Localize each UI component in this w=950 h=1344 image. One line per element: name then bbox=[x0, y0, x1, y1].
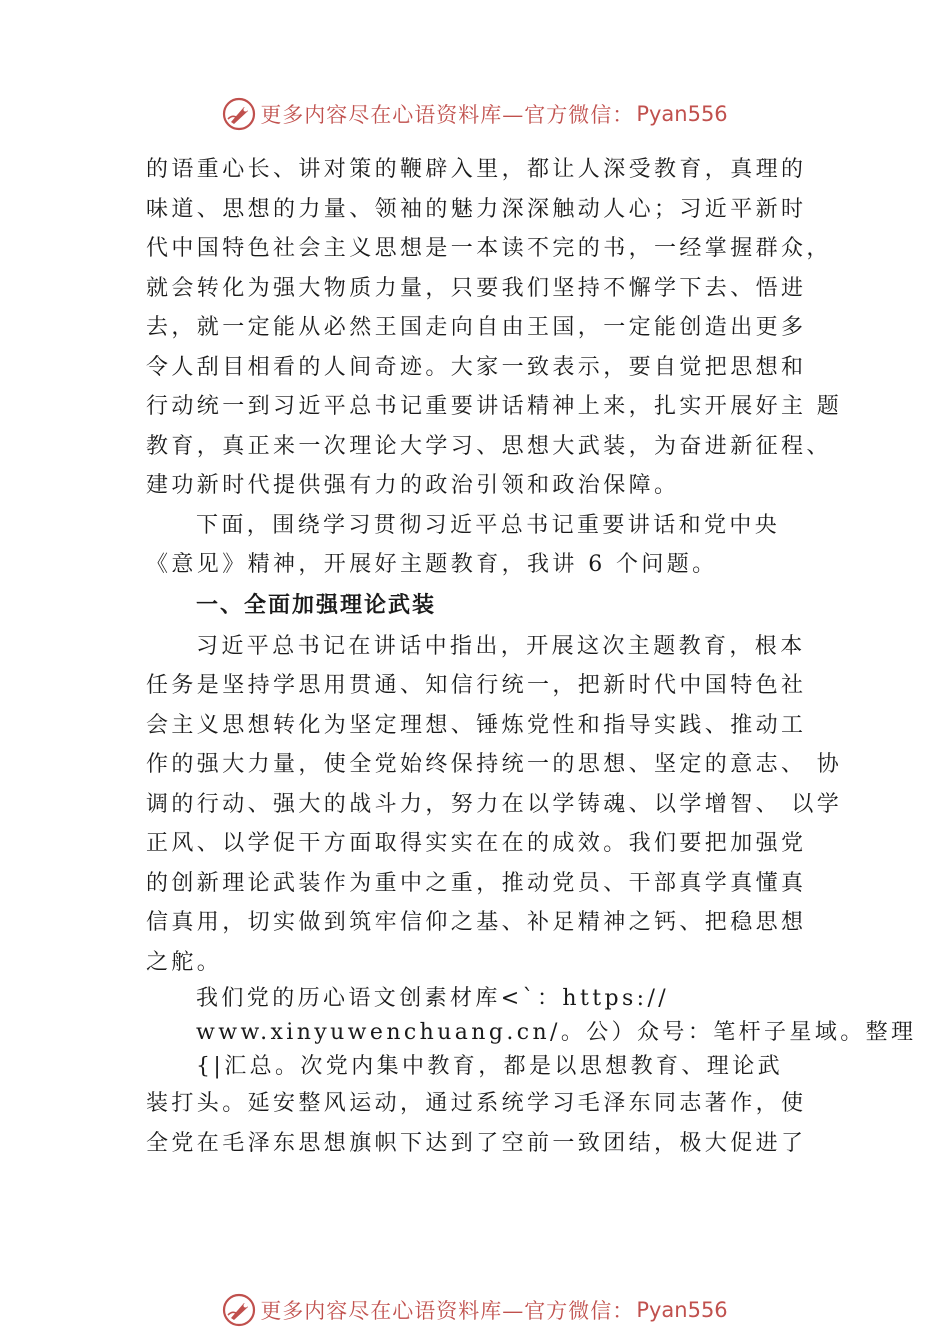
paragraph-2 bbox=[146, 506, 846, 585]
paragraph-1 bbox=[146, 150, 846, 506]
text-line: www.xinyuwenchuang.cn/。公）众号：笔杆子星域。整理 bbox=[196, 1020, 917, 1045]
text-line: 我们党的历心语文创素材库<`：https:// bbox=[196, 986, 670, 1011]
banner-text: 更多内容尽在心语资料库—官方微信： bbox=[260, 1299, 635, 1323]
text-line: 教育，真正来一次理论大学习、思想大武装，为奋进新征程、 bbox=[146, 433, 832, 459]
document-body bbox=[146, 150, 917, 1163]
text-line: 行动统一到习近平总书记重要讲话精神上来，扎实开展好主 题 bbox=[146, 394, 843, 419]
text-line: 的创新理论武装作为重中之重，推动党员、干部真学真懂真 bbox=[146, 870, 807, 896]
text-line: 就会转化为强大物质力量，只要我们坚持不懈学下去、悟进 bbox=[146, 275, 807, 301]
text-line: 会主义思想转化为坚定理想、锤炼党性和指导实践、推动工 bbox=[146, 712, 807, 738]
text-line: 味道、思想的力量、领袖的魅力深深触动人心；习近平新时 bbox=[146, 196, 807, 222]
text-line: {|汇总。次党内集中教育，都是以思想教育、理论武 bbox=[196, 1054, 784, 1079]
text-line: 的语重心长、讲对策的鞭辟入里，都让人深受教育，真理的 bbox=[146, 157, 807, 182]
footer-watermark bbox=[0, 1290, 950, 1330]
section-heading: 一、全面加强理论武装 bbox=[196, 592, 437, 618]
text-line: 正风、以学促干方面取得实实在在的成效。我们要把加强党 bbox=[146, 831, 807, 856]
text-line: 代中国特色社会主义思想是一本读不完的书，一经掌握群众， bbox=[146, 236, 832, 261]
wechat-id: Pyan556 bbox=[636, 1298, 728, 1322]
text-line: 信真用，切实做到筑牢信仰之基、补足精神之钙、把稳思想 bbox=[146, 910, 807, 935]
text-line: 调的行动、强大的战斗力，努力在以学铸魂、以学增智、 以学 bbox=[146, 791, 843, 817]
pen-nib-logo-icon bbox=[222, 97, 256, 131]
text-line: 装打头。延安整风运动，通过系统学习毛泽东同志著作，使 bbox=[146, 1091, 807, 1116]
paragraph-3 bbox=[146, 627, 846, 983]
text-line: 建功新时代提供强有力的政治引领和政治保障。 bbox=[146, 473, 680, 498]
text-line: 之舵。 bbox=[146, 949, 223, 975]
text-line: 作的强大力量，使全党始终保持统一的思想、坚定的意志、 协 bbox=[146, 752, 843, 777]
text-line: 下面，围绕学习贯彻习近平总书记重要讲话和党中央 bbox=[196, 512, 781, 538]
paragraph-4 bbox=[146, 982, 917, 1163]
text-line: 去，就一定能从必然王国走向自由王国，一定能创造出更多 bbox=[146, 315, 807, 340]
wechat-id: Pyan556 bbox=[636, 102, 728, 126]
text-line: 任务是坚持学思用贯通、知信行统一，把新时代中国特色社 bbox=[146, 673, 807, 698]
text-line: 习近平总书记在讲话中指出，开展这次主题教育，根本 bbox=[196, 633, 806, 659]
pen-nib-logo-icon bbox=[222, 1293, 256, 1327]
text-line: 全党在毛泽东思想旗帜下达到了空前一致团结，极大促进了 bbox=[146, 1130, 807, 1156]
header-watermark bbox=[0, 94, 950, 134]
text-line: 《意见》精神，开展好主题教育，我讲 6 个问题。 bbox=[146, 552, 718, 577]
text-line: 令人刮目相看的人间奇迹。大家一致表示，要自觉把思想和 bbox=[146, 354, 807, 380]
banner-text: 更多内容尽在心语资料库—官方微信： bbox=[260, 103, 635, 127]
